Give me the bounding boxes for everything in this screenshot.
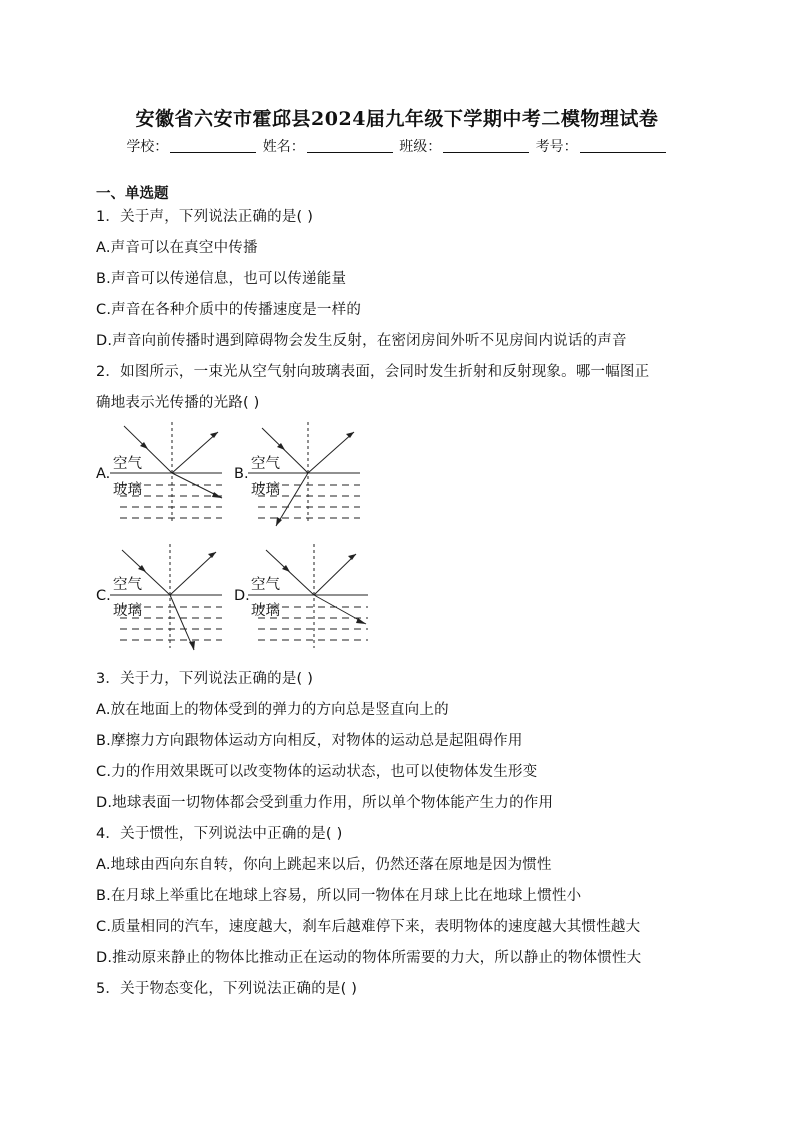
q3-option-c: C.力的作用效果既可以改变物体的运动状态，也可以使物体发生形变 — [96, 764, 538, 780]
q5-stem: 5．关于物态变化，下列说法正确的是( ) — [96, 981, 358, 997]
class-label: 班级： — [399, 139, 442, 155]
q4-option-d: D.推动原来静止的物体比推动正在运动的物体所需要的力大，所以静止的物体惯性大 — [96, 950, 642, 966]
diagram-b-letter: B. — [234, 466, 249, 482]
section-title: 一、单选题 — [96, 186, 169, 202]
q4-option-b: B.在月球上举重比在地球上容易，所以同一物体在月球上比在地球上惯性小 — [96, 888, 582, 904]
diagram-c-light-path — [110, 540, 240, 654]
school-blank[interactable] — [170, 138, 256, 153]
exam-number-label: 考号： — [535, 139, 578, 155]
diagram-a-letter: A. — [96, 466, 111, 482]
q3-option-d: D.地球表面一切物体都会受到重力作用，所以单个物体能产生力的作用 — [96, 795, 554, 811]
name-blank[interactable] — [307, 138, 393, 153]
q1-stem: 1．关于声，下列说法正确的是( ) — [96, 209, 314, 225]
student-info-line — [0, 136, 794, 156]
q1-option-c: C.声音在各种介质中的传播速度是一样的 — [96, 302, 362, 318]
q1-option-a: A.声音可以在真空中传播 — [96, 240, 258, 256]
diagram-b-light-path — [248, 418, 378, 530]
q3-option-a: A.放在地面上的物体受到的弹力的方向总是竖直向上的 — [96, 702, 449, 718]
q4-option-c: C.质量相同的汽车，速度越大，刹车后越难停下来，表明物体的速度越大其惯性越大 — [96, 919, 641, 935]
diagram-c-letter: C. — [96, 588, 111, 604]
name-label: 姓名： — [262, 139, 305, 155]
q1-option-b: B.声音可以传递信息，也可以传递能量 — [96, 271, 347, 287]
school-label: 学校： — [126, 139, 169, 155]
diagram-c-glass-label: 玻璃 — [113, 603, 142, 619]
diagram-a-light-path — [110, 418, 240, 530]
q1-option-d: D.声音向前传播时遇到障碍物会发生反射，在密闭房间外听不见房间内说话的声音 — [96, 333, 627, 349]
diagram-d-letter: D. — [234, 588, 250, 604]
q2-stem-line1: 2．如图所示，一束光从空气射向玻璃表面，会同时发生折射和反射现象。哪一幅图正 — [96, 364, 650, 380]
diagram-a-glass-label: 玻璃 — [113, 482, 142, 498]
diagram-a-air-label: 空气 — [113, 456, 142, 472]
diagram-d-glass-label: 玻璃 — [251, 603, 280, 619]
diagram-d-air-label: 空气 — [251, 577, 280, 593]
q3-stem: 3．关于力，下列说法正确的是( ) — [96, 671, 314, 687]
q4-stem: 4．关于惯性，下列说法中正确的是( ) — [96, 826, 343, 842]
diagram-c-air-label: 空气 — [113, 577, 142, 593]
diagram-d-light-path — [248, 540, 378, 654]
diagram-b-glass-label: 玻璃 — [251, 482, 280, 498]
exam-title: 安徽省六安市霍邱县2024届九年级下学期中考二模物理试卷 — [135, 108, 659, 130]
exam-number-blank[interactable] — [580, 138, 666, 153]
q4-option-a: A.地球由西向东自转，你向上跳起来以后，仍然还落在原地是因为惯性 — [96, 857, 552, 873]
diagram-b-air-label: 空气 — [251, 456, 280, 472]
class-blank[interactable] — [443, 138, 529, 153]
q2-stem-line2: 确地表示光传播的光路( ) — [96, 395, 260, 411]
q3-option-b: B.摩擦力方向跟物体运动方向相反，对物体的运动总是起阻碍作用 — [96, 733, 523, 749]
